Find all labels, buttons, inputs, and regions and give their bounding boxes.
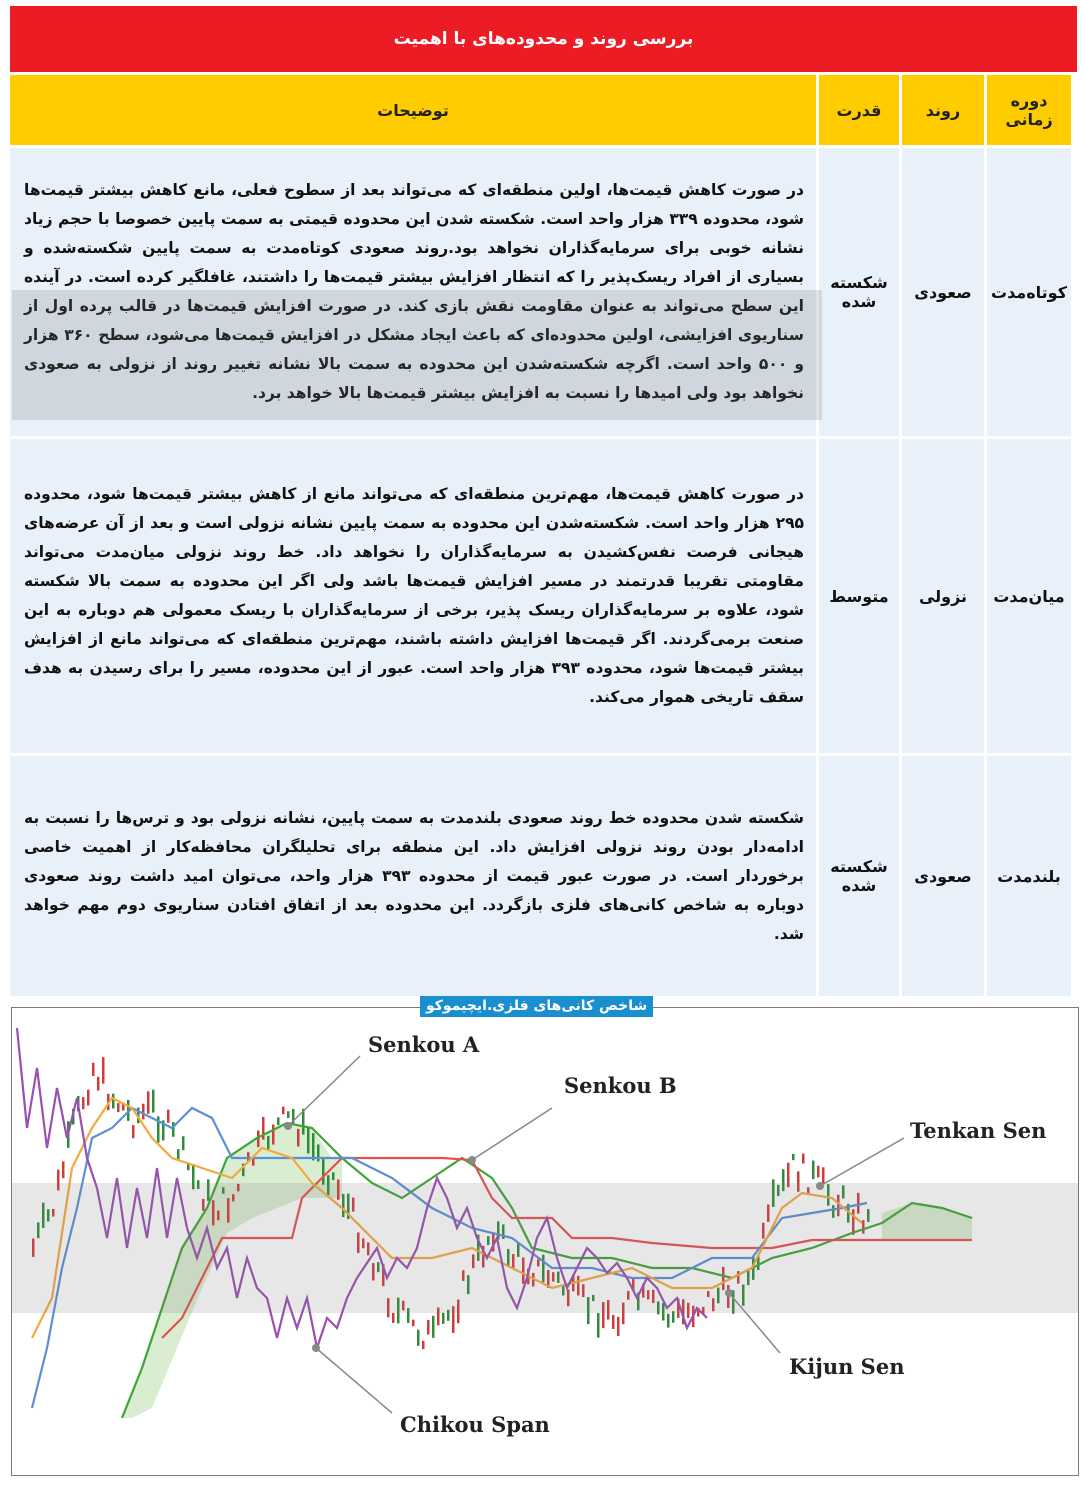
price-candle — [617, 1317, 620, 1336]
price-candle — [802, 1154, 805, 1164]
cell-description: در صورت کاهش قیمت‌ها، مهم‌ترین منطقه‌ای که می‌تواند مانع از کاهش بیشتر قیمت‌ها شود، محدوده ۲۹۵ هزار واحد است. شکسته‌شدن این محدوده به سمت پایین نشانه نزولی است و بعد از آن عرضه‌های هیجانی فرصت نفس‌کشیدن به سرمایه‌گذاران را نخواهد داد. خط روند نزولی میان‌مدت می‌تواند مقاومتی تقریبا قدرتمند در مسیر افزایش قیمت‌ها باشد ولی اگر این محدوده به سمت بالا شکسته شود، علاوه بر سرمایه‌گذاران ریسک پذیر، برخی از سرمایه‌گذاران با ریسک معمولی هم دوباره به این صنعت برمی‌گردند. اگر قیمت‌ها افزایش داشته باشند، مهم‌ترین منطقه‌ای که می‌تواند مانع از افزایش بیشتر قیمت‌ها شود، محدوده ۳۹۳ هزار واحد است. عبور از این محدوده، مسیر را برای رسیدن به هدف سقف تاریخی هموار می‌کند. — [10, 436, 816, 753]
cell-period: میان‌مدت — [987, 436, 1071, 753]
annotation-senkou-a — [284, 1032, 480, 1130]
annotation-senkou-a-label: Senkou A — [368, 1032, 480, 1057]
price-candle — [307, 1127, 310, 1153]
table-header-row — [10, 75, 1071, 145]
cell-strength: متوسط — [819, 436, 899, 753]
price-candle — [152, 1090, 155, 1113]
price-candle — [117, 1103, 120, 1112]
price-candle — [392, 1313, 395, 1323]
price-candle — [82, 1097, 85, 1109]
price-candle — [287, 1111, 290, 1118]
cell-trend: صعودی — [902, 145, 984, 436]
price-candle — [282, 1107, 285, 1115]
cell-strength: شکسته شده — [819, 753, 899, 996]
price-candle — [597, 1313, 600, 1338]
price-candle — [167, 1110, 170, 1123]
annotation-tenkan — [816, 1118, 1046, 1190]
price-candle — [822, 1167, 825, 1184]
price-candle — [272, 1124, 275, 1144]
cell-description: در صورت کاهش قیمت‌ها، اولین منطقه‌ای که می‌تواند بعد از سطوح فعلی، مانع کاهش بیشتر قیمت‌ها شود، محدوده ۳۳۹ هزار واحد است. شکسته شدن این محدوده قیمتی به سمت پایین خصوصا با حجم زیاد نشانه خوبی برای سرمایه‌گذاران نخواهد بود.روند صعودی کوتاه‌مدت به سمت پایین شکسته‌شده و بسیاری از افراد ریسک‌پذیر را که انتظار افزایش بیشتر قیمت‌ها را داشتند، غافلگیر کرده است. در آینده این سطح می‌تواند به عنوان مقاومت نقش بازی کند. در صورت افزایش قیمت‌ها در قالب پرده اول از سناریوی افزایشی، اولین محدوده‌ای که باعث ایجاد مشکل در افزایش قیمت‌ها می‌شود، سطح ۳۶۰ هزار و ۵۰۰ واحد است. اگرچه شکسته‌شدن این محدوده به سمت بالا نشانه تغییر روند از نزولی به صعودی نخواهد بود ولی امیدها را نسبت به افزایش بیشتر قیمت‌ها بالا خواهد برد. — [10, 145, 816, 436]
table-row — [10, 436, 1071, 753]
price-candle — [612, 1315, 615, 1329]
price-candle — [182, 1136, 185, 1150]
price-candle — [142, 1104, 145, 1120]
price-candle — [812, 1161, 815, 1179]
page-title: بررسی روند و محدوده‌های با اهمیت — [10, 6, 1077, 72]
cell-trend: نزولی — [902, 436, 984, 753]
chart-watermark-band — [12, 1183, 1078, 1313]
price-candle — [97, 1077, 100, 1091]
price-candle — [667, 1314, 670, 1328]
price-candle — [132, 1125, 135, 1138]
cell-period: کوتاه‌مدت — [987, 145, 1071, 436]
price-candle — [147, 1091, 150, 1113]
price-candle — [297, 1129, 300, 1147]
price-candle — [312, 1133, 315, 1160]
annotation-senkou-b — [468, 1073, 677, 1164]
header-description: توضیحات — [10, 75, 816, 145]
price-candle — [792, 1154, 795, 1160]
ichimoku-chart — [11, 1007, 1079, 1476]
watermark-band — [12, 290, 822, 420]
cell-description: شکسته شدن محدوده خط روند صعودی بلندمدت به سمت پایین، نشانه نزولی بود و ترس‌ها را نسبت به ادامه‌دار بودن روند نزولی افزایش داد. این منطقه برای تحلیلگران محافظه‌کار از اهمیت خاصی برخوردار است. در صورت عبور قیمت از محدوده ۳۹۳ هزار واحد، می‌توان امید داشت روند صعودی دوباره به شاخص کانی‌های فلزی بازگردد. این محدوده بعد از اتفاق افتادن سناریوی دوم مهم خواهد شد. — [10, 753, 816, 996]
header-strength: قدرت — [819, 75, 899, 145]
price-candle — [332, 1172, 335, 1180]
chart-canvas — [12, 1008, 1078, 1475]
price-candle — [417, 1330, 420, 1346]
annotation-tenkan-label: Tenkan Sen — [910, 1118, 1047, 1143]
price-candle — [112, 1094, 115, 1109]
annotation-chikou — [312, 1344, 550, 1437]
price-candle — [267, 1136, 270, 1149]
price-candle — [412, 1320, 415, 1327]
chart-title: شاخص کانی‌های فلزی.ایچیموکو — [420, 996, 653, 1017]
price-candle — [62, 1161, 65, 1178]
cell-period: بلندمدت — [987, 753, 1071, 996]
header-trend: روند — [902, 75, 984, 145]
annotation-senkou-b-label: Senkou B — [564, 1073, 677, 1098]
price-candle — [817, 1166, 820, 1178]
annotation-kijun-label: Kijun Sen — [789, 1354, 905, 1379]
price-candle — [427, 1320, 430, 1335]
header-period: دوره زمانی — [987, 75, 1071, 145]
table-row — [10, 753, 1071, 996]
annotation-chikou-label: Chikou Span — [400, 1412, 550, 1437]
price-candle — [422, 1341, 425, 1349]
trend-table — [7, 75, 1074, 996]
price-candle — [87, 1090, 90, 1106]
price-candle — [432, 1316, 435, 1338]
price-candle — [102, 1057, 105, 1083]
cell-strength: شکسته شده — [819, 145, 899, 436]
price-candle — [277, 1117, 280, 1125]
price-candle — [322, 1159, 325, 1185]
cell-trend: صعودی — [902, 753, 984, 996]
price-candle — [442, 1313, 445, 1324]
price-candle — [92, 1063, 95, 1076]
